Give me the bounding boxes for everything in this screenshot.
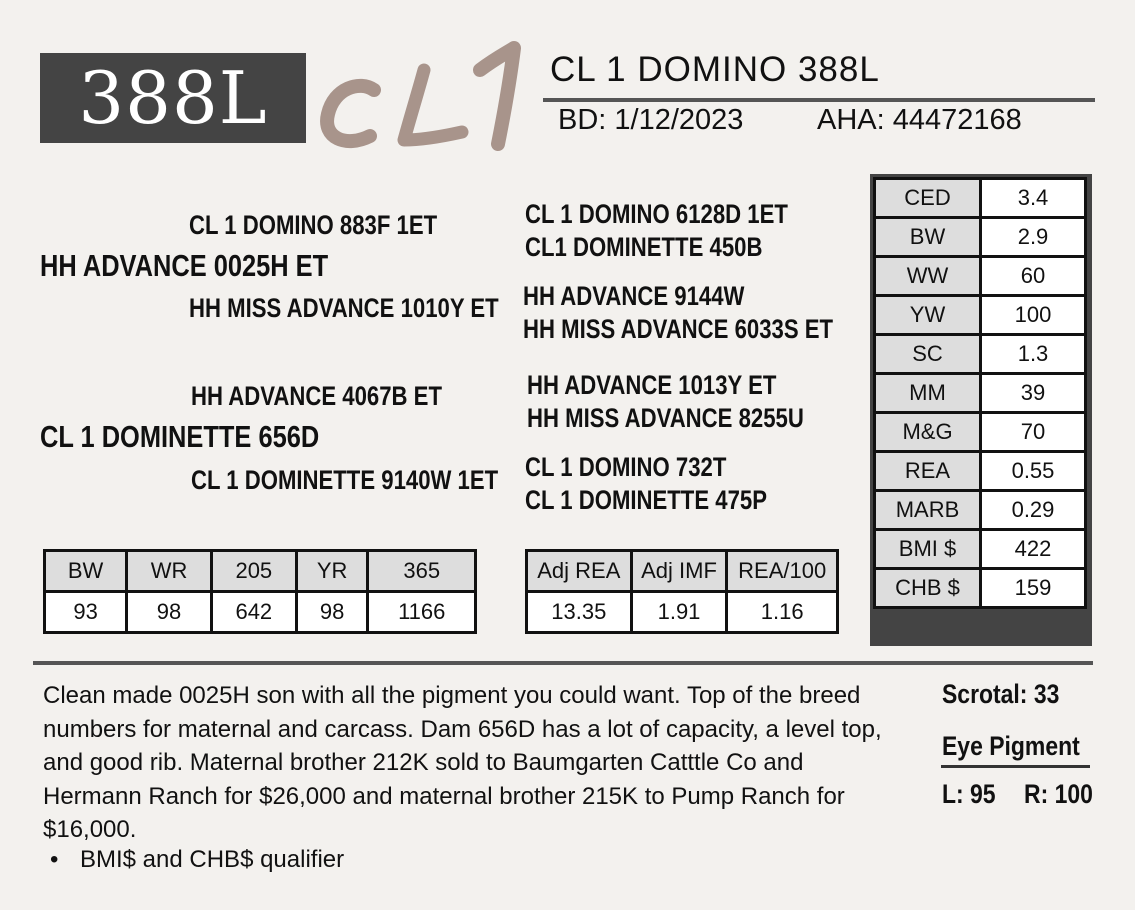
eye-pigment-title: Eye Pigment: [942, 731, 1080, 761]
performance-header: YR: [296, 551, 368, 592]
epd-row: [875, 296, 1086, 335]
epd-value: 159: [981, 569, 1086, 608]
carcass-value: 1.91: [631, 592, 727, 633]
pedigree-dam-dam: CL 1 DOMINETTE 9140W 1ET: [191, 465, 499, 495]
carcass-header-row: [527, 551, 838, 592]
scrotal-measure: Scrotal: 33: [942, 679, 1060, 709]
performance-table: [43, 549, 477, 634]
section-divider: [33, 661, 1093, 665]
performance-value: 98: [296, 592, 368, 633]
pedigree-dam-sire-sire: HH ADVANCE 1013Y ET: [527, 370, 777, 400]
carcass-value-row: [527, 592, 838, 633]
carcass-table: [525, 549, 839, 634]
performance-value: 98: [127, 592, 212, 633]
birth-date: BD: 1/12/2023: [558, 104, 744, 136]
performance-header: 365: [368, 551, 476, 592]
epd-label: BW: [875, 218, 981, 257]
epd-row: [875, 374, 1086, 413]
epd-value: 1.3: [981, 335, 1086, 374]
epd-label: CED: [875, 179, 981, 218]
epd-label: BMI $: [875, 530, 981, 569]
performance-value: 93: [45, 592, 127, 633]
aha-number: AHA: 44472168: [817, 104, 1022, 136]
epd-table: [873, 177, 1087, 609]
carcass-header: REA/100: [727, 551, 838, 592]
pedigree-sire-sire: CL 1 DOMINO 883F 1ET: [189, 210, 438, 240]
pedigree-sire-dam-dam: HH MISS ADVANCE 6033S ET: [523, 314, 834, 344]
epd-row: [875, 218, 1086, 257]
epd-row: [875, 530, 1086, 569]
pedigree-sire-dam-sire: HH ADVANCE 9144W: [523, 281, 745, 311]
header-rule: [543, 98, 1095, 102]
qualifier-bullet: [50, 846, 344, 874]
lot-number-badge: 388L: [40, 53, 306, 143]
qualifier-text: BMI$ and CHB$ qualifier: [80, 846, 345, 873]
performance-value: 642: [211, 592, 296, 633]
epd-value: 39: [981, 374, 1086, 413]
epd-row: [875, 179, 1086, 218]
pedigree-dam-sire: HH ADVANCE 4067B ET: [191, 381, 442, 411]
epd-label: MM: [875, 374, 981, 413]
pedigree-sire: HH ADVANCE 0025H ET: [40, 248, 329, 283]
epd-row: [875, 413, 1086, 452]
cl1-logo: [312, 36, 542, 156]
epd-row: [875, 335, 1086, 374]
pedigree-sire-sire-sire: CL 1 DOMINO 6128D 1ET: [525, 199, 788, 229]
description-text: Clean made 0025H son with all the pigment you could want. Top of the breed numbers for maternal and carcass. Dam 656D has a lot of capacity, a level top, and good rib. Maternal brother 212K sold to Baumgarten Catttle Co and Hermann Ranch for $26,000 and maternal brother 215K to Pump Ranch for $16,000.: [43, 682, 882, 843]
epd-value: 70: [981, 413, 1086, 452]
pedigree-dam-dam-sire: CL 1 DOMINO 732T: [525, 452, 727, 482]
epd-row: [875, 491, 1086, 530]
carcass-header: Adj REA: [527, 551, 632, 592]
pedigree-sire-sire-dam: CL1 DOMINETTE 450B: [525, 232, 763, 262]
bullet-icon: •: [50, 846, 59, 873]
epd-value: 100: [981, 296, 1086, 335]
carcass-header: Adj IMF: [631, 551, 727, 592]
performance-header: WR: [127, 551, 212, 592]
eye-pigment-right: R: 100: [1024, 779, 1093, 809]
epd-value: 60: [981, 257, 1086, 296]
epd-label: WW: [875, 257, 981, 296]
performance-value-row: [45, 592, 476, 633]
carcass-value: 13.35: [527, 592, 632, 633]
epd-value: 2.9: [981, 218, 1086, 257]
epd-value: 422: [981, 530, 1086, 569]
pedigree-dam-sire-dam: HH MISS ADVANCE 8255U: [527, 403, 804, 433]
pedigree-dam: CL 1 DOMINETTE 656D: [40, 419, 320, 454]
performance-value: 1166: [368, 592, 476, 633]
epd-label: YW: [875, 296, 981, 335]
epd-row: [875, 452, 1086, 491]
performance-header-row: [45, 551, 476, 592]
epd-value: 0.29: [981, 491, 1086, 530]
eye-pigment-left: L: 95: [942, 779, 996, 809]
epd-row: [875, 569, 1086, 608]
epd-label: REA: [875, 452, 981, 491]
epd-label: CHB $: [875, 569, 981, 608]
epd-label: M&G: [875, 413, 981, 452]
epd-row: [875, 257, 1086, 296]
performance-header: BW: [45, 551, 127, 592]
epd-value: 3.4: [981, 179, 1086, 218]
eye-pigment-underline: [941, 765, 1090, 768]
pedigree-sire-dam: HH MISS ADVANCE 1010Y ET: [189, 293, 499, 323]
pedigree-dam-dam-dam: CL 1 DOMINETTE 475P: [525, 485, 767, 515]
performance-header: 205: [211, 551, 296, 592]
epd-label: MARB: [875, 491, 981, 530]
carcass-value: 1.16: [727, 592, 838, 633]
epd-label: SC: [875, 335, 981, 374]
animal-name: CL 1 DOMINO 388L: [550, 50, 880, 89]
epd-value: 0.55: [981, 452, 1086, 491]
